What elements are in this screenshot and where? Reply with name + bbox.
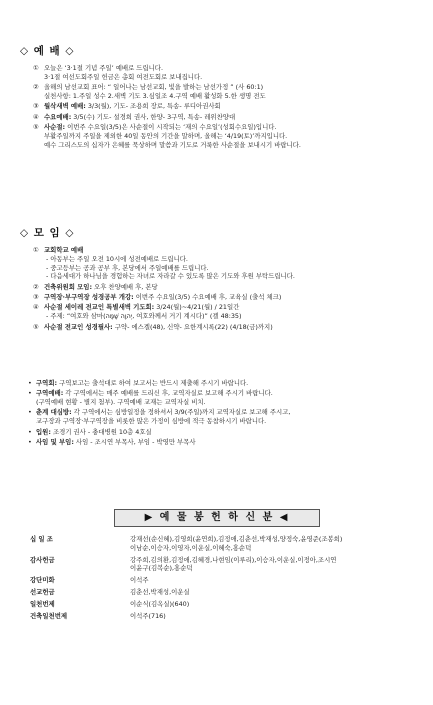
item-number: ⑤ <box>33 122 39 131</box>
list-item <box>33 293 417 302</box>
bullet-icon: • <box>28 437 32 446</box>
item-line <box>44 293 417 302</box>
item-heading: 사순절 전교인 성경필사: <box>44 322 113 331</box>
bullet-icon: • <box>28 408 32 417</box>
offering-row <box>30 556 420 574</box>
offering-label: 일천번제 <box>30 599 55 608</box>
notice-item <box>28 408 419 426</box>
notice-heading: 입원: <box>36 427 51 436</box>
bullet-icon: • <box>28 389 32 398</box>
notice-line: (구역예배 현황 - 별지 첨부). 구역예배 교재는 교역자실 비치. <box>36 398 206 407</box>
offering-row <box>30 535 420 553</box>
item-number: ② <box>33 83 39 92</box>
item-line <box>44 113 417 122</box>
notice-heading: 춘계 대심방: <box>36 408 72 417</box>
notice-heading: 구역예배: <box>36 389 64 398</box>
offering-names <box>130 576 420 585</box>
notice-line <box>36 408 419 417</box>
notice-line <box>36 379 419 388</box>
item-number: ① <box>33 64 39 72</box>
offering-label: 건축일천번제 <box>30 611 68 620</box>
item-heading: 사순절: <box>44 122 66 131</box>
bullet-icon: • <box>28 379 32 387</box>
list-item <box>33 323 417 332</box>
worship-list <box>33 64 417 151</box>
item-line <box>44 323 417 332</box>
meetings-list <box>33 246 417 333</box>
item-text: 구약- 에스겔(48), 신약- 요한계시록(22) (4/18(금)까지) <box>112 322 273 331</box>
offering-row <box>30 600 420 609</box>
item-text: 3/24(월)~4/21(월) / 21일간 <box>154 303 240 312</box>
item-heading: 건축위원회 모임: <box>44 282 92 291</box>
notice-item <box>28 389 419 407</box>
offering-names-line: 이석주 <box>130 576 149 585</box>
offering-names-line: 김춘선,박재성,이운실 <box>130 588 190 597</box>
offering-row <box>30 576 420 585</box>
offering-names <box>130 612 420 621</box>
notice-text: 조경기 권사 - 충대병원 10층 4호실 <box>50 427 152 436</box>
item-text: 올해의 남선교회 표어: “ 일어나는 남선교회, 빛을 발하는 남선가정 ” (사 60:1) <box>44 83 264 92</box>
notice-text: 각 구역에서는 심방일정을 정하셔서 3/9(주일)까지 교역자실로 보고해 주시고, <box>71 408 291 417</box>
list-item <box>33 83 417 101</box>
item-line <box>44 123 417 132</box>
item-text: 이번주 수요일(3/5) 수요예배 후, 교육실 (출석 체크) <box>133 293 282 302</box>
item-subline: - 주제: “여호와 삼마(יְהוָה שָׁמָּה, 여호와께서 거기 계시다)” (겔 48:35) <box>46 312 242 321</box>
offering-names-line: 이남순,이승자,이영자,이운실,이혜숙,홍순덕 <box>130 543 252 552</box>
item-number: ① <box>33 246 39 254</box>
list-item <box>33 123 417 149</box>
notice-line <box>36 428 419 437</box>
list-item <box>33 303 417 321</box>
offering-table <box>30 535 420 624</box>
item-text: 오후 찬양예배 후, 본당 <box>92 282 158 291</box>
item-line: 부활주일까지 주일을 제외한 40일 동안의 기간을 말하며, 올해는 ‘4/19(토)’까지입니다. <box>44 131 288 140</box>
offering-names <box>130 535 420 553</box>
list-item <box>33 64 417 82</box>
notices-list <box>28 379 419 448</box>
notice-text: 각 구역에서는 매주 예배를 드리신 후, 교역자실로 보고해 주시기 바랍니다. <box>63 389 273 398</box>
bullet-icon: • <box>28 427 32 436</box>
offering-names-line: 이석주(716) <box>130 611 166 620</box>
offering-row <box>30 588 420 597</box>
notice-line <box>36 438 419 447</box>
item-heading: 구역장·부구역장 성경공부 개강: <box>44 293 134 302</box>
item-line: 3·1절 여선도회주일 헌금은 총회 여전도회로 보내집니다. <box>44 72 203 81</box>
notice-line: 교구장과 구역장·부구역장을 비롯한 많은 가정이 심방에 적극 동참하시기 바랍니다. <box>36 417 267 426</box>
item-line <box>44 283 417 292</box>
item-text: 오늘은 ‘3·1절 기념 주일’ 예배로 드립니다. <box>44 64 164 72</box>
notice-item <box>28 438 419 447</box>
item-line <box>44 64 417 73</box>
notice-text: 구역보고는 출석대로 하여 보고서는 반드시 제출해 주시기 바랍니다. <box>57 379 249 387</box>
item-number: ③ <box>33 293 39 302</box>
offering-names-line: 강주희,김의환,김정애,김혜경,나현임(이루리),이승자,이운실,이정아,조시연 <box>130 555 337 564</box>
notice-heading: 구역회: <box>36 379 58 387</box>
item-subline: - 아동부는 주일 오전 10시에 성전예배로 드립니다. <box>46 254 188 263</box>
offering-names <box>130 588 420 597</box>
offering-row <box>30 612 420 621</box>
offering-label: 십 일 조 <box>30 535 53 543</box>
item-line: 실천사항: 1.주일 성수 2.새벽 기도 3.심일조 4.구역 예배 활성화 5.한 생명 전도 <box>44 91 266 100</box>
item-subline: - 중고등부는 공과 공부 후, 본당에서 주일예배를 드립니다. <box>46 263 209 272</box>
item-heading: 월삭새벽 예배: <box>44 102 86 111</box>
notice-line <box>36 389 419 398</box>
offering-names-line: 이윤구(김복순),홍순덕 <box>130 564 193 573</box>
notice-text: 사임 - 조시연 부목사, 부임 - 박영만 부목사 <box>73 437 196 446</box>
meetings-section-title: ◇ 모 임 ◇ <box>20 227 75 239</box>
offering-names <box>130 556 420 574</box>
item-number: ④ <box>33 112 39 121</box>
item-heading: 교회학교 예배 <box>44 246 84 254</box>
offering-names-line: 이순식(김옥실)(640) <box>130 599 190 608</box>
item-number: ⑤ <box>33 322 39 331</box>
item-heading: 수요예배: <box>44 112 72 121</box>
item-text: 3/5(수) 기도- 설경희 권사, 한양- 3구역, 특송- 레위찬양대 <box>71 112 236 121</box>
item-text: 이번주 수요일(3/5)은 사순절이 시작되는 ‘재의 수요일’(성회수요일)입니다. <box>65 122 277 131</box>
list-item <box>33 102 417 111</box>
item-line <box>44 102 417 111</box>
offering-title: ▶ 예 물 봉 헌 하 신 분 ◀ <box>114 509 320 527</box>
item-line <box>44 246 417 255</box>
notice-item <box>28 379 419 388</box>
list-item <box>33 246 417 281</box>
item-number: ② <box>33 282 39 291</box>
list-item <box>33 283 417 292</box>
worship-section-title: ◇ 예 배 ◇ <box>20 45 75 57</box>
item-number: ③ <box>33 102 39 111</box>
offering-label: 감사헌금 <box>30 555 55 564</box>
item-line <box>44 83 417 92</box>
item-line: 예수 그리스도의 십자가 은혜를 묵상하며 말씀과 기도로 거룩한 사순절을 보내시기 바랍니다. <box>44 140 301 149</box>
offering-label: 선교헌금 <box>30 588 55 597</box>
item-number: ④ <box>33 303 39 312</box>
offering-names-line: 강재선(순신혜),김영희(윤연희),김정애,김춘선,박재성,양정숙,윤영준(조봉희) <box>130 535 343 543</box>
item-subline: - 다음세대가 하나님을 경험하는 자녀로 자라갈 수 있도록 많은 기도와 후원 부탁드립니다. <box>46 272 295 281</box>
item-heading: 사순절 세이레 전교인 특별새벽 기도회: <box>44 303 155 312</box>
list-item <box>33 113 417 122</box>
item-text: 3/3(월), 기도- 조용희 장로, 특송- 루디아권사회 <box>85 102 221 111</box>
item-line <box>44 303 417 312</box>
notice-item <box>28 428 419 437</box>
offering-label: 강단미화 <box>30 576 55 585</box>
offering-names <box>130 600 420 609</box>
notice-heading: 사임 및 부임: <box>36 437 74 446</box>
